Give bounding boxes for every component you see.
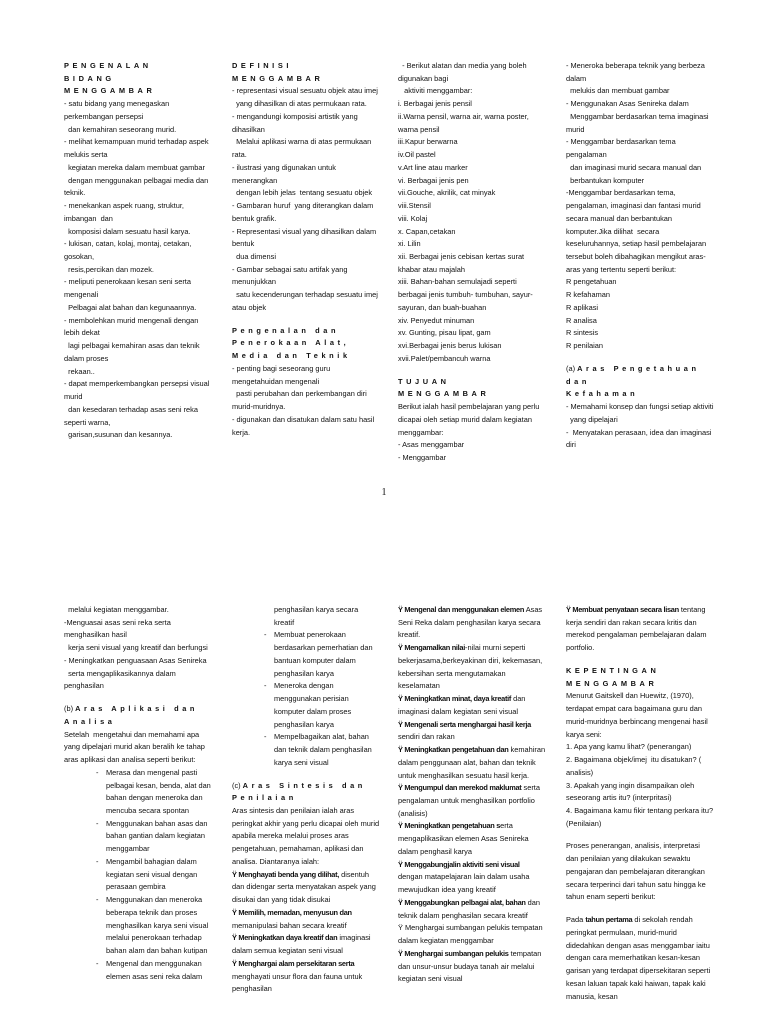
heading-prefix: (a) [566, 363, 578, 373]
heading-kepentingan-menggambar: KEPENTINGAN MENGGAMBAR [566, 665, 660, 688]
paragraph-definisi: - representasi visual sesuatu objek atau imej yang dihasilkan di atas permukaan rata. - mengandungi komposisi artistik yang dihasilkan Melalui aplikasi warna di atas permukaan rata. - ilustrasi yang digunakan untuk menerangkan dengan lebih jelas tentang sesuatu objek - Gambaran huruf yang diterangkan dalam bentuk grafik. - Representasi visual yang dihasilkan dalam bentuk dua dimensi - Gambar sebagai satu artifak yang menunjukkan satu kecenderungan terhadap sesuatu imej atau objek [232, 86, 378, 312]
list-item: - Menggunakan bahan asas dan bahan gantian dalam kegiatan menggambar [96, 818, 210, 854]
heading-text: Aras Sintesis dan Penilaian [232, 780, 366, 803]
paragraph-aras-sintesis: Aras sintesis dan penilaian ialah aras peringkat akhir yang perlu dicapai oleh murid apabila mereka melalui proses aras pengetahuan, pemahaman, aplikasi dan analisa. Diantaranya ialah: [232, 806, 382, 866]
heading-text: Aras Aplikasi dan Analisa [64, 704, 199, 726]
heading-tujuan-menggambar: TUJUAN MENGGAMBAR [398, 376, 490, 399]
heading-prefix: (b) [64, 704, 76, 714]
list-item: Ÿ Meningkatkan daya kreatif dan imaginasi dalam semua kegiatan seni visual [232, 933, 373, 956]
heading-pengenalan-bidang-menggambar: PENGENALAN BIDANG MENGGAMBAR [64, 61, 156, 96]
list-item: Ÿ Menghargai sumbangan pelukis tempatan dan unsur-unsur budaya tanah air melalui kegiatan seni visual [398, 948, 544, 984]
list-item: - Mengenal dan menggunakan elemen asas seni reka dalam [96, 958, 204, 981]
paragraph-pengenalan: - satu bidang yang menegaskan perkembangan persepsi dan kemahiran seseorang murid. - melihat kemampuan murid terhadap aspek melukis serta kegiatan mereka dalam membuat gambar dengan menggunakan pelbagai media dan teknik. - menekankan aspek ruang, struktur, imbangan dan komposisi dalam sesuatu hasil karya. - lukisan, catan, kolaj, montaj, cetakan, gosokan, resis,percikan dan mozek. - meliputi penerokaan kesan seni serta mengenali Pelbagai alat bahan dan kegunaannya. - membolehkan murid mengenali dengan lebih dekat lagi pelbagai kemahiran asas dan teknik dalam proses rekaan.. - dapat memperkembangkan persepsi visual murid dan kesedaran terhadap asas seni reka seperti warna, garisan,susunan dan kesannya. [64, 99, 210, 440]
page1-column-2 [232, 60, 380, 439]
list-hasil-pembelajaran: - Meneroka beberapa teknik yang berbeza dalam melukis dan membuat gambar - Menggunakan Asas Senireka dalam Menggambar berdasarkan tema imaginasi murid - Menggambar berdasarkan tema pengalaman dan imaginasi murid secara manual dan berbantukan komputer -Menggambar berdasarkan tema, pengalaman, imaginasi dan fantasi murid secara manual dan berbantukan komputer.Jika dilihat secara keseluruhannya, setiap hasil pembelajaran tersebut boleh dibahagikan mengikut aras-aras yang tertentu seperti berikut: R pengetahuan R kefahaman R aplikasi R analisa R sintesis R penilaian [566, 61, 709, 351]
list-item: Ÿ Mengumpul dan merekod maklumat serta pengalaman untuk menghasilkan portfolio (analisis) [398, 783, 543, 818]
page1-column-1 [64, 60, 212, 442]
list-item-continued: penghasilan karya secara kreatif [274, 605, 361, 627]
bullet-list-continued [232, 604, 380, 770]
list-item: Ÿ Meningkatkan pengetahuan serta mengaplikasikan elemen Asas Senireka dalam penghasil karya [398, 821, 531, 856]
heading-pengenalan-alat-media-teknik: Pengenalan dan Penerokaan Alat, Media dan Teknik [232, 325, 351, 361]
list-item: - Membuat penerokaan berdasarkan pemerhatian dan bantuan komputer dalam penghasilan karya [264, 630, 375, 678]
page2-column-3 [398, 604, 546, 986]
page1-column-4 [566, 60, 714, 452]
list-alatan-media: - Berikut alatan dan media yang boleh digunakan bagi aktiviti menggambar: i. Berbagai jenis pensil ii.Warna pensil, warna air, warna poster, warna pensil iii.Kapur berwarna iv.Oil pastel v.Art line atau marker vi. Berbagai jenis pen vii.Gouche, akrilik, cat minyak viii.Stensil viii. Kolaj x. Capan,cetakan xi. Lilin xii. Berbagai jenis cebisan kertas surat khabar atau majalah xiii. Bahan-bahan semulajadi seperti berbagai jenis tumbuh- tumbuhan, sayur-sayuran, dan buah-buahan xiv. Penyedut minuman xv. Gunting, pisau lipat, gam xvi.Berbagai jenis berus lukisan xvii.Palet/pembancuh warna [398, 61, 533, 363]
list-item: Ÿ Membuat penyataan secara lisan tentang kerja sendiri dan rakan secara kritis dan merekod pengalaman pembelajaran dalam portfolio. [566, 605, 709, 653]
list-item: Ÿ Mengenali serta menghargai hasil kerja sendiri dan rakan [398, 719, 534, 742]
list-item: Ÿ Memilih, memadan, menyusun dan memanipulasi bahan secara kreatif [232, 907, 354, 930]
paragraph-kepentingan: Menurut Gaitskell dan Huewitz, (1970), terdapat empat cara bagaimana guru dan murid-muridnya berbincang mengenai hasil karya seni: 1. Apa yang kamu lihat? (penerangan) 2. Bagaimana objek/imej itu disatukan? ( analisis) 3. Apakah yang ingin disampaikan oleh seseorang artis itu? (interpritasi) 4. Bagaimana kamu fikir tentang perkara itu? (Penilaian) [566, 691, 714, 828]
heading-prefix: (c) [232, 780, 243, 790]
heading-aras-pengetahuan [566, 363, 714, 401]
paragraph-aras-pengetahuan: - Memahami konsep dan fungsi setiap aktiviti yang dipelajari - Menyatakan perasaan, idea dan imaginasi diri [566, 402, 714, 450]
paragraph-alat-media: - penting bagi seseorang guru mengetahuidan mengenali pasti perubahan dan perkembangan diri murid-muridnya. - digunakan dan disatukan dalam satu hasil kerja. [232, 363, 375, 437]
list-item: - Meneroka dengan menggunakan perisian komputer dalam proses penghasilan karya [264, 681, 354, 729]
paragraph-aras-aplikasi: Setelah mengetahui dan memahami apa yang dipelajari murid akan beralih ke tahap aras aplikasi dan analisa seperti berikut: [64, 729, 207, 765]
list-item: - Mengambil bahagian dalam kegiatan seni visual dengan perasaan gembira [96, 856, 200, 892]
list-item: - Menggunakan dan meneroka beberapa teknik dan proses menghasilkan karya seni visual melalui penerokaan terhadap bahan alam dan bahan kutipan [96, 895, 211, 956]
list-item: Ÿ Menggabungkan pelbagai alat, bahan dan teknik dalam penghasilan secara kreatif [398, 897, 543, 920]
paragraph-tahun-pertama: Pada tahun pertama di sekolah rendah peringkat permulaan, murid-murid didedahkan dengan asas menggambar iaitu dengan cara memerhatikan kesan-kesan garisan yang terdapat dipersekitaran seperti kesan laluan tapak kaki haiwan, tapak kaki manusia, kesan [566, 915, 713, 1001]
heading-definisi-menggambar: DEFINISI MENGGAMBAR [232, 61, 324, 83]
heading-text: Aras Pengetahuan dan Kefahaman [566, 363, 700, 399]
list-item: - Merasa dan mengenal pasti pelbagai kesan, benda, alat dan bahan dengan meneroka dan mencuba secara spontan [96, 767, 213, 816]
list-item: Ÿ Menghargai alam persekitaran serta menghayati unsur flora dan fauna untuk penghasilan [232, 958, 365, 994]
list-item: Ÿ Meningkatkan pengetahuan dan kemahiran dalam penggunaan alat, bahan dan teknik untuk menghasilkan sesuatu hasil kerja. [398, 745, 548, 780]
list-item: Ÿ Menggabungjalin aktiviti seni visual dengan matapelajaran lain dalam usaha mewujudkan idea yang kreatif [398, 859, 532, 895]
page-number: 1 [381, 487, 387, 498]
paragraph-tujuan: Berikut ialah hasil pembelajaran yang perlu dicapai oleh setiap murid dalam kegiatan menggambar: - Asas menggambar - Menggambar [398, 402, 540, 463]
page-2 [0, 512, 768, 1024]
page2-column-2 [232, 604, 380, 996]
paragraph-proses: Proses penerangan, analisis, interpretasi dan penilaian yang dilakukan sewaktu pengajaran dan pembelajaran diterangkan secara terperinci dari tahun satu hingga ke tahun enam seperti berikut: [566, 841, 708, 902]
page2-column-1 [64, 604, 212, 983]
list-item: Ÿ Menghayati benda yang dilihat, disentuh dan didengar serta menyatakan aspek yang disukai dan yang tidak disukai [232, 869, 378, 905]
list-item: - Mempelbagaikan alat, bahan dan teknik dalam penghasilan karya seni visual [264, 732, 374, 767]
list-item: Ÿ Menghargai sumbangan pelukis tempatan dalam kegiatan menggambar [398, 923, 545, 946]
page1-column-3 [398, 60, 546, 465]
page2-column-4 [566, 604, 714, 1003]
list-item: Ÿ Meningkatkan minat, daya kreatif dan imaginasi dalam kegiatan seni visual [398, 694, 528, 716]
list-item: Ÿ Mengenal dan menggunakan elemen Asas Seni Reka dalam penghasilan karya secara kreatif. [398, 605, 545, 640]
heading-aras-aplikasi [64, 703, 212, 728]
heading-aras-sintesis [232, 780, 380, 805]
list-item: Ÿ Mengamalkan nilai-nilai murni seperti bekerjasama,berkeyakinan diri, kekemasan, kebersihan serta mengutamakan keselamatan [398, 643, 545, 691]
paragraph-continued: melalui kegiatan menggambar. -Menguasai asas seni reka serta menghasilkan hasil kerja seni visual yang kreatif dan berfungsi - Meningkatkan penguasaan Asas Senireka serta mengaplikasikannya dalam penghasilan [64, 605, 208, 691]
bullet-list-aplikasi [64, 767, 212, 983]
